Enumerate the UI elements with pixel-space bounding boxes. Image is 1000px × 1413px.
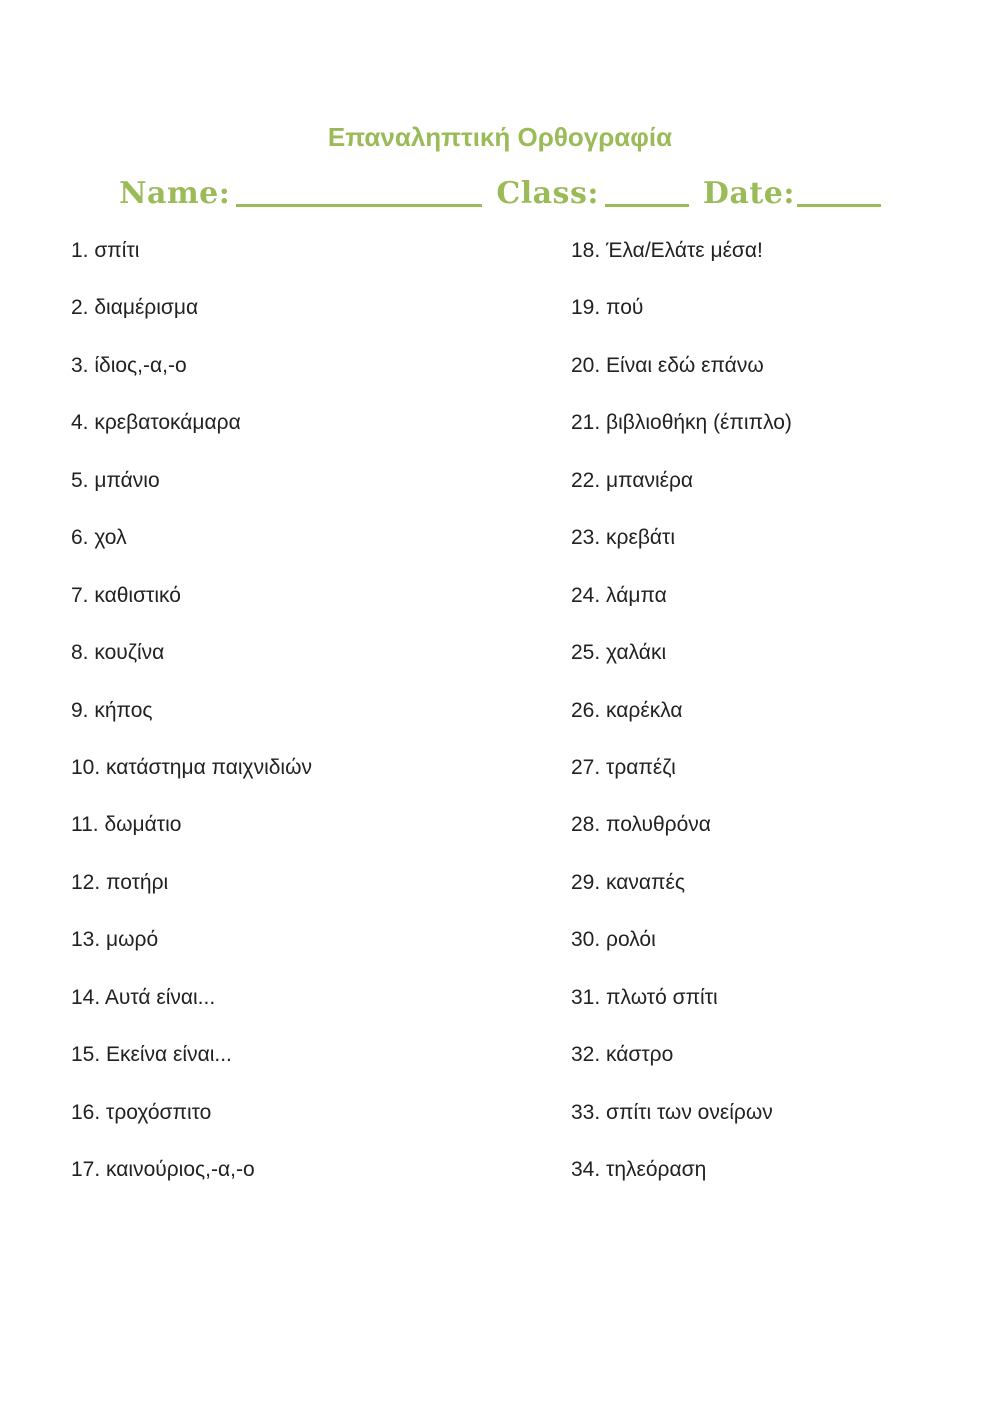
list-item: 34. τηλεόραση — [571, 1158, 707, 1181]
list-item: 11. δωμάτιο — [71, 813, 182, 837]
list-item: 24. λάμπα — [571, 583, 667, 607]
class-blank[interactable] — [605, 176, 689, 207]
list-item: 33. σπίτι των ονείρων — [571, 1100, 773, 1124]
list-item: 20. Είναι εδώ επάνω — [571, 353, 764, 377]
list-item: 3. ίδιος,-α,-ο — [71, 353, 187, 377]
list-item: 30. ρολόι — [571, 928, 656, 952]
student-info-line — [0, 176, 1000, 211]
list-item: 16. τροχόσπιτο — [71, 1100, 212, 1124]
list-item: 10. κατάστημα παιχνιδιών — [71, 755, 312, 779]
list-item: 12. ποτήρι — [71, 870, 169, 894]
list-item: 4. κρεβατοκάμαρα — [71, 411, 241, 435]
page-title: Επαναληπτική Ορθογραφία — [327, 122, 673, 152]
list-item: 18. Έλα/Ελάτε μέσα! — [571, 239, 763, 262]
list-item: 23. κρεβάτι — [571, 526, 676, 550]
list-item: 21. βιβλιοθήκη (έπιπλο) — [571, 411, 792, 435]
list-item: 15. Εκείνα είναι... — [71, 1043, 232, 1067]
list-item: 17. καινούριος,-α,-ο — [71, 1158, 255, 1181]
list-item: 1. σπίτι — [71, 239, 140, 262]
list-item: 9. κήπος — [71, 698, 153, 722]
list-item: 26. καρέκλα — [571, 698, 683, 722]
left-word-list — [71, 236, 312, 1212]
class-label: Class: — [496, 176, 599, 211]
list-item: 27. τραπέζι — [571, 755, 676, 779]
name-label: Name: — [119, 176, 231, 211]
list-item: 14. Αυτά είναι... — [71, 985, 216, 1009]
list-item: 13. μωρό — [71, 928, 159, 952]
list-item: 22. μπανιέρα — [571, 468, 694, 492]
list-item: 5. μπάνιο — [71, 468, 160, 492]
list-item: 29. καναπές — [571, 870, 686, 894]
list-item: 32. κάστρο — [571, 1043, 674, 1067]
right-word-list — [571, 236, 792, 1212]
list-item: 7. καθιστικό — [71, 583, 181, 607]
list-item: 25. χαλάκι — [571, 641, 667, 665]
list-item: 6. χολ — [71, 526, 127, 550]
list-item: 2. διαμέρισμα — [71, 296, 199, 320]
name-blank[interactable] — [236, 176, 482, 207]
list-item: 8. κουζίνα — [71, 641, 165, 665]
list-item: 19. πού — [571, 296, 644, 320]
date-label: Date: — [702, 176, 795, 211]
date-blank[interactable] — [797, 176, 881, 207]
list-item: 28. πολυθρόνα — [571, 813, 711, 837]
list-item: 31. πλωτό σπίτι — [571, 985, 718, 1009]
